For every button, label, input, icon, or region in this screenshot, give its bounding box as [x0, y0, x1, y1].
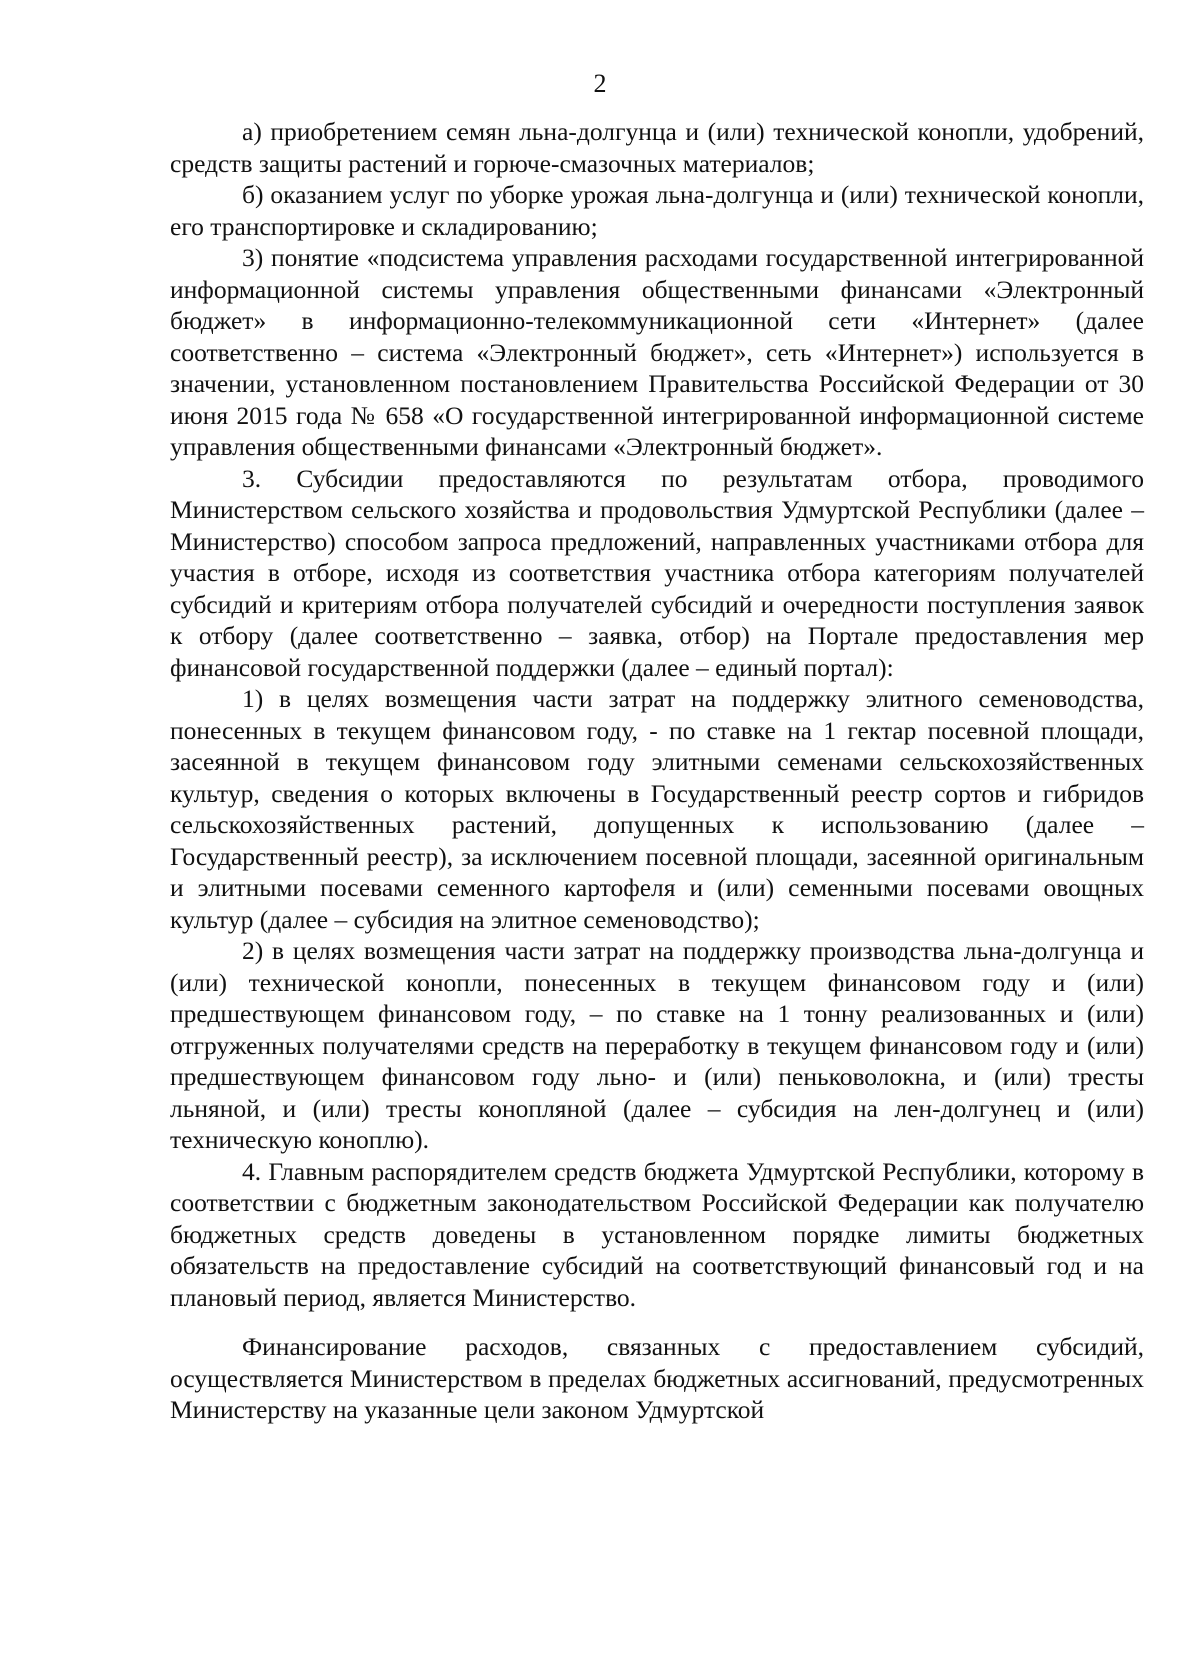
paragraph-item-3-definition: 3) понятие «подсистема управления расходами государственной интегрированной информационной системы управления общественными финансами «Электронный бюджет» в информационно-телекоммуникационной сети «Интернет» (далее соответственно – система «Электронный бюджет», сеть «Интернет») используется в значении, установленном постановлением Правительства Российской Федерации от 30 июня 2015 года № 658 «О государственной интегрированной информационной системе управления общественными финансами «Электронный бюджет».	[170, 243, 1144, 461]
paragraph-financing: Финансирование расходов, связанных с предоставлением субсидий, осуществляется Министерством в пределах бюджетных ассигнований, предусмотренных Министерству на указанные цели законом Удмуртской	[170, 1332, 1144, 1424]
paragraph-item-b: б) оказанием услуг по уборке урожая льна-долгунца и (или) технической конопли, его транспортировке и складированию;	[170, 180, 1144, 241]
page-number: 2	[593, 69, 607, 98]
paragraph-subitem-2: 2) в целях возмещения части затрат на поддержку производства льна-долгунца и (или) технической конопли, понесенных в текущем финансовом году и (или) предшествующем финансовом году, – по ставке на 1 тонну реализованных и (или) отгруженных получателями средств на переработку в текущем финансовом году и (или) предшествующем финансовом году льно- и (или) пеньковолокна, и (или) тресты льняной, и (или) тресты конопляной (далее – субсидия на лен-долгунец и (или) техническую коноплю).	[170, 936, 1144, 1154]
paragraph-section-3: 3. Субсидии предоставляются по результатам отбора, проводимого Министерством сельского хозяйства и продовольствия Удмуртской Республики (далее – Министерство) способом запроса предложений, направленных участниками отбора для участия в отборе, исходя из соответствия участника отбора категориям получателей субсидий и критериям отбора получателей субсидий и очередности поступления заявок к отбору (далее соответственно – заявка, отбор) на Портале предоставления мер финансовой государственной поддержки (далее – единый портал):	[170, 463, 1144, 682]
paragraph-section-4: 4. Главным распорядителем средств бюджета Удмуртской Республики, которому в соответствии с бюджетным законодательством Российской Федерации как получателю бюджетных средств доведены в установленном порядке лимиты бюджетных обязательств на предоставление субсидий на соответствующий финансовый год и на плановый период, является Министерство.	[170, 1156, 1144, 1312]
document-body	[170, 116, 1144, 1426]
paragraph-item-a: а) приобретением семян льна-долгунца и (или) технической конопли, удобрений, средств защиты растений и горюче-смазочных материалов;	[170, 117, 1144, 178]
paragraph-subitem-1: 1) в целях возмещения части затрат на поддержку элитного семеноводства, понесенных в текущем финансовом году, - по ставке на 1 гектар посевной площади, засеянной в текущем финансовом году элитными семенами сельскохозяйственных культур, сведения о которых включены в Государственный реестр сортов и гибридов сельскохозяйственных растений, допущенных к использованию (далее – Государственный реестр), за исключением посевной площади, засеянной оригинальным и элитными посевами семенного картофеля и (или) семенными посевами овощных культур (далее – субсидия на элитное семеноводство);	[170, 684, 1144, 934]
